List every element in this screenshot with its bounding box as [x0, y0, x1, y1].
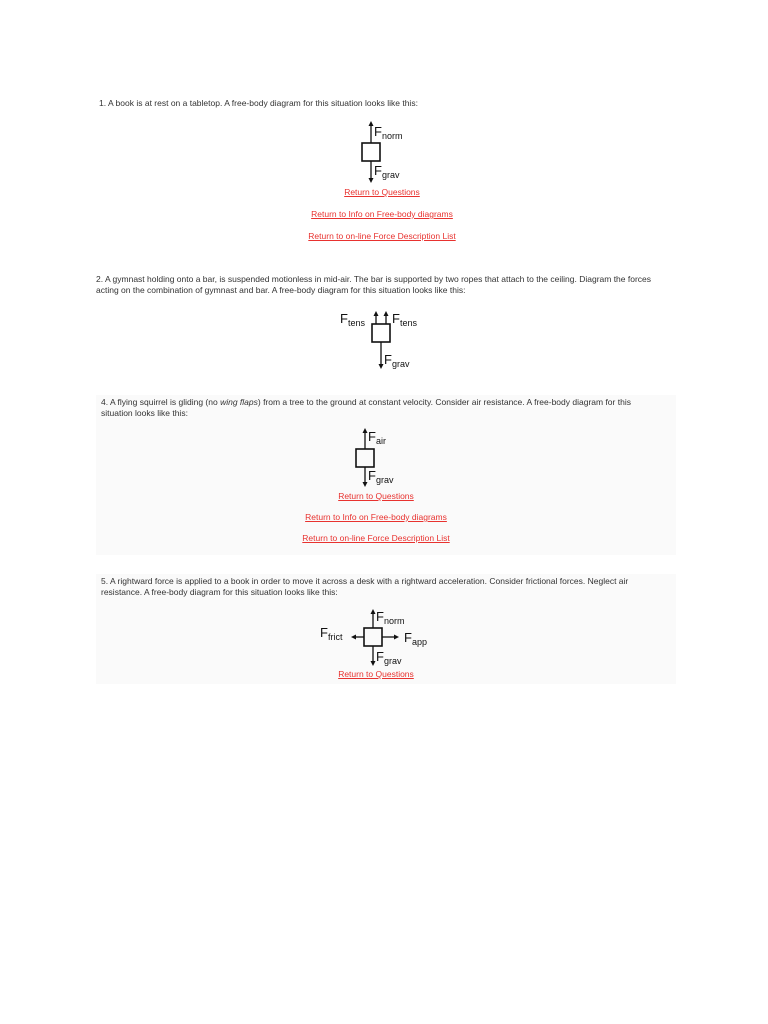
return-to-force-list-link-4[interactable]: Return to on-line Force Description List [302, 533, 450, 543]
problem-1-text: 1. A book is at rest on a tabletop. A free-body diagram for this situation looks like this: [99, 98, 418, 108]
problem-2 [96, 274, 676, 379]
object-box [356, 449, 374, 467]
arrow-left-head [351, 635, 356, 640]
problem-4-text: 4. A flying squirrel is gliding (no wing flaps) from a tree to the ground at constant velocity. Consider air resistance. A free-body diagram for this situation looks like this: [101, 397, 631, 418]
return-to-questions-link-5[interactable]: Return to Questions [338, 669, 414, 679]
problem-5-text: 5. A rightward force is applied to a book in order to move it across a desk with a rightward acceleration. Consider frictional forces. Neglect air resistance. A free-body diagram for this situation looks like this: [101, 576, 629, 597]
force-down-label: $F_{grav}$ [368, 468, 394, 485]
force-up-label: $F_{norm}$ [374, 124, 403, 141]
force-down-label: $F_{grav}$ [384, 352, 410, 369]
force-up-label: $F_{air}$ [368, 429, 386, 446]
force-up-right-label: $F_{tens}$ [392, 311, 417, 328]
arrow-up-head [363, 428, 368, 433]
problem-2-text: 2. A gymnast holding onto a bar, is suspended motionless in mid-air. The bar is supported by two ropes that attach to the ceiling. Diagram the forces acting on the combination of gymnast and bar. A free-body diagram for this situation looks like this: [96, 274, 652, 295]
arrow-down-head [379, 364, 384, 369]
force-down-label: $F_{grav}$ [374, 163, 400, 180]
arrow-down-head [363, 482, 368, 487]
free-body-diagram-3 [352, 427, 442, 498]
force-right-label: $F_{app}$ [404, 630, 427, 647]
return-to-info-link-4[interactable]: Return to Info on Free-body diagrams [305, 512, 447, 522]
problem-4 [96, 395, 676, 555]
arrow-up-head [369, 121, 374, 126]
arrow-up-head [371, 609, 376, 614]
force-left-label: $F_{frict}$ [320, 625, 343, 642]
arrow-down-head [371, 661, 376, 666]
return-to-info-link-1[interactable]: Return to Info on Free-body diagrams [311, 209, 453, 219]
problem-5 [96, 574, 676, 684]
object-box [364, 628, 382, 646]
arrow-down-head [369, 178, 374, 183]
force-up-left-label: $F_{tens}$ [340, 311, 365, 328]
return-to-questions-link-1[interactable]: Return to Questions [344, 187, 420, 197]
free-body-diagram-4 [320, 608, 440, 675]
arrow-up-right-head [384, 311, 389, 316]
force-up-label: $F_{norm}$ [376, 609, 405, 626]
arrow-up-left-head [374, 311, 379, 316]
free-body-diagram-2 [340, 310, 440, 381]
arrow-right-head [394, 635, 399, 640]
return-to-questions-link-4[interactable]: Return to Questions [338, 491, 414, 501]
problem-1 [96, 98, 676, 248]
force-down-label: $F_{grav}$ [376, 649, 402, 666]
object-box [362, 143, 380, 161]
free-body-diagram-1 [358, 120, 448, 193]
object-box [372, 324, 390, 342]
return-to-force-list-link-1[interactable]: Return to on-line Force Description List [308, 231, 456, 241]
